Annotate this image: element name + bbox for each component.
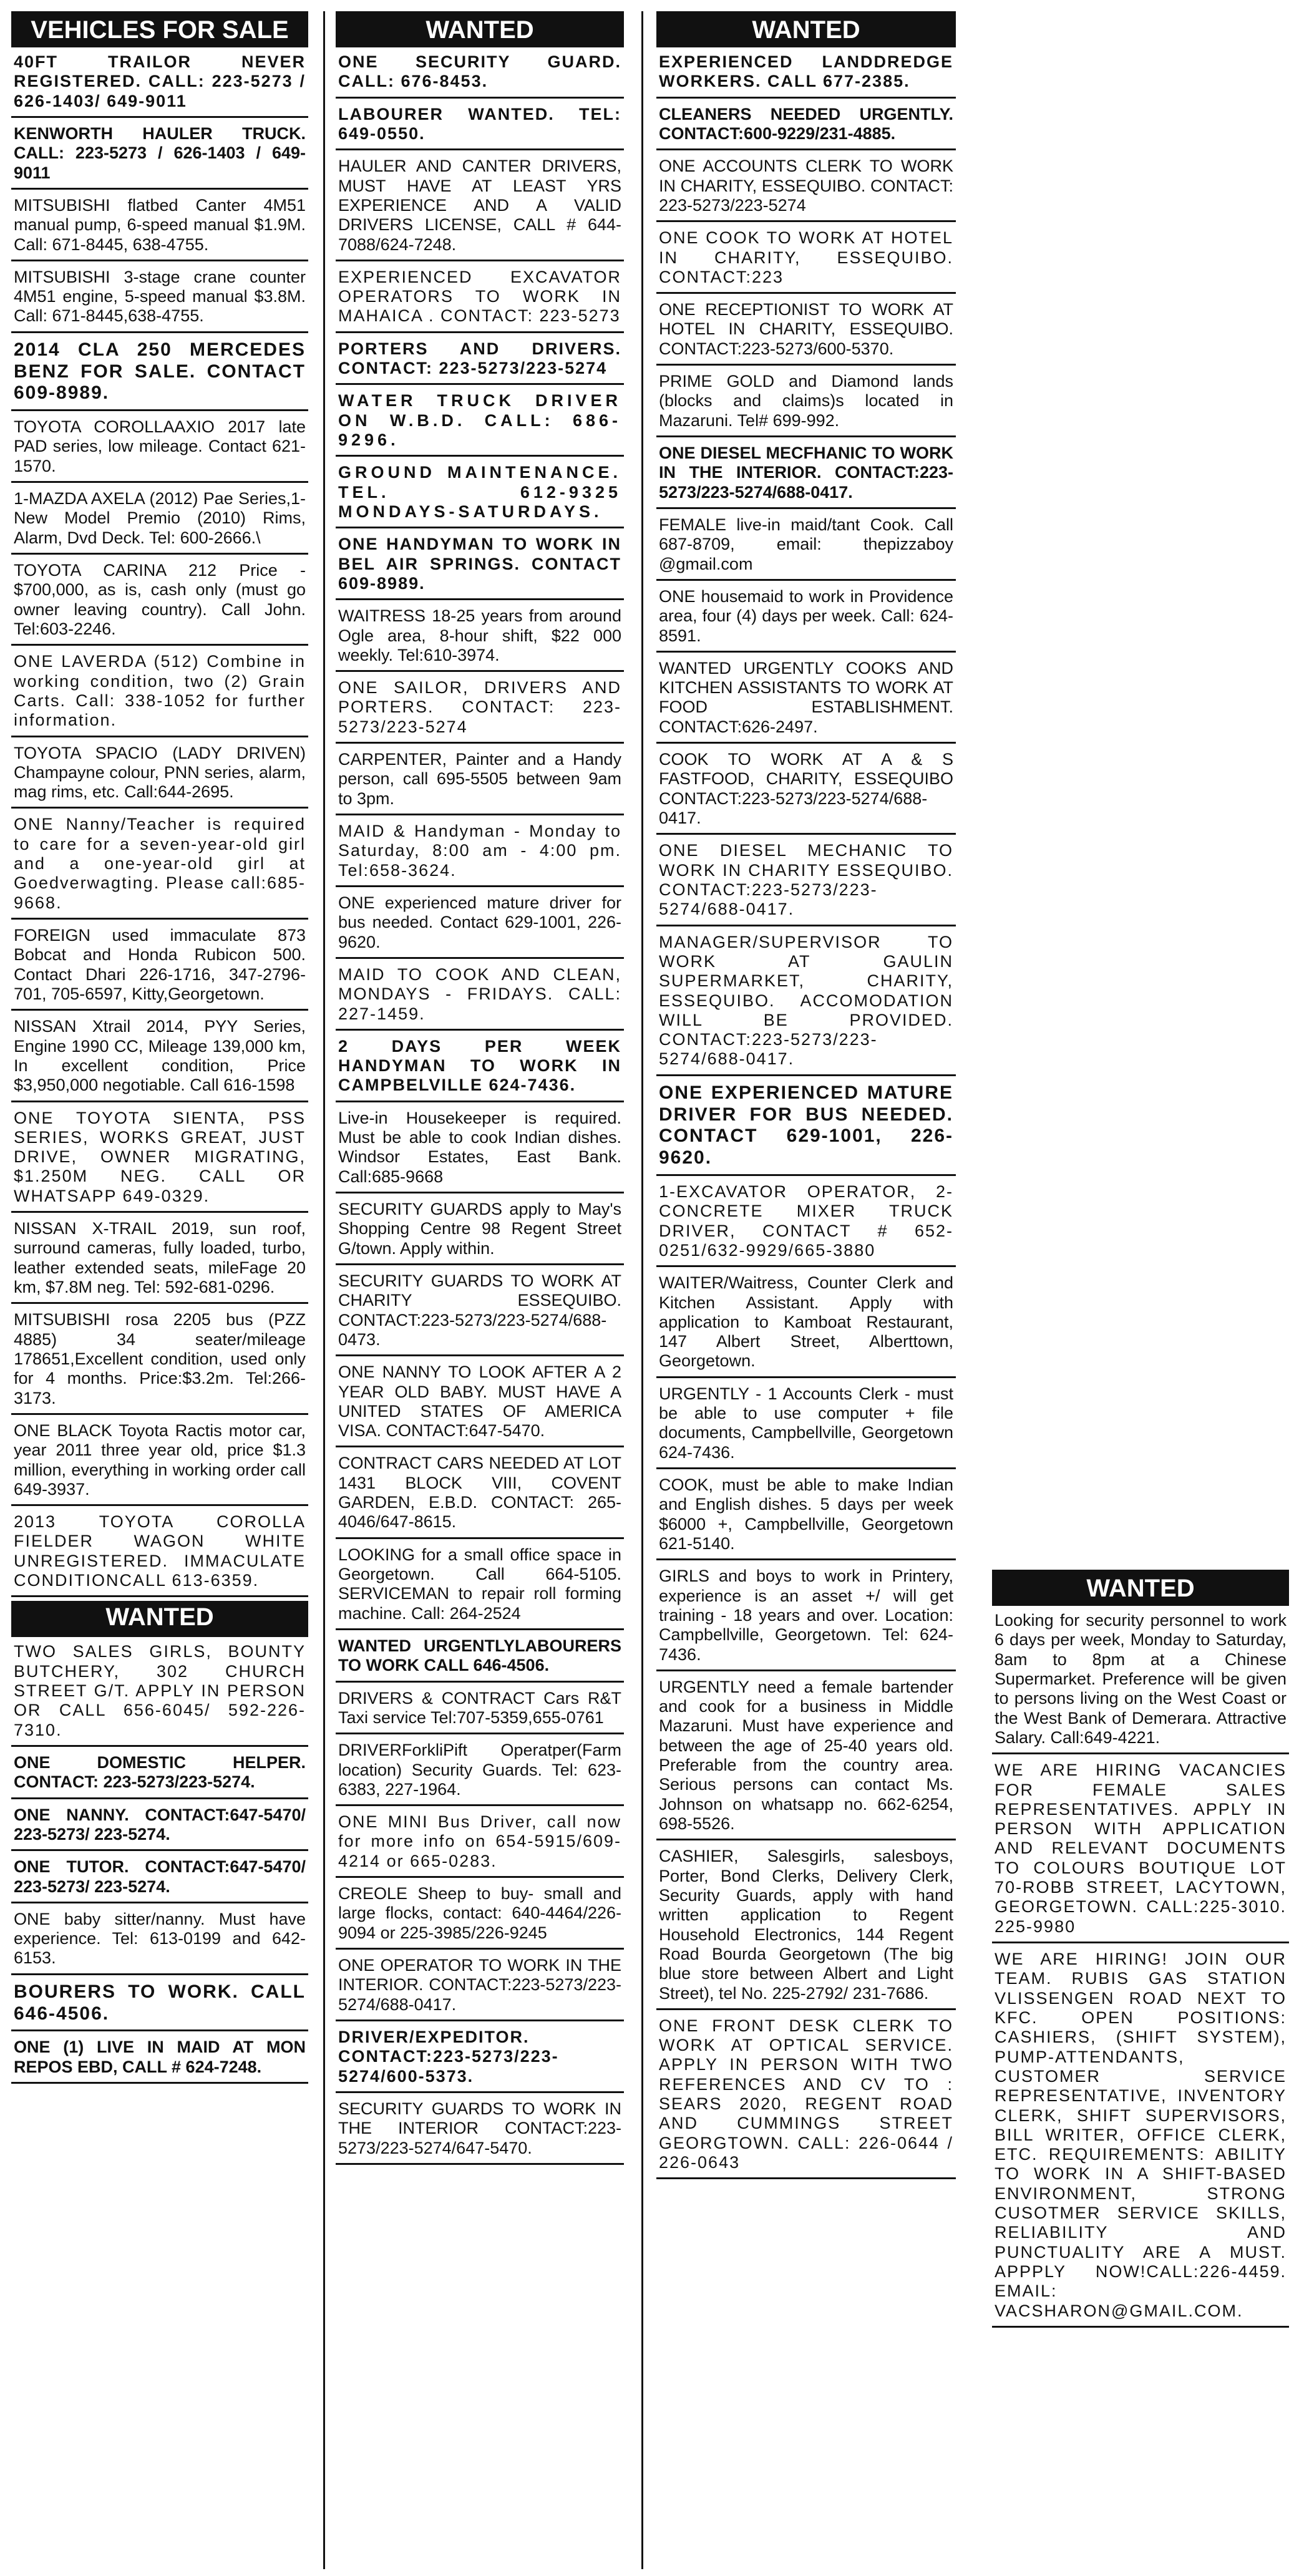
classified-ad: GIRLS and boys to work in Printery, experience is an asset +/ will get training - 18 years and over. Location: Campbellville, Georgetown. Tel: 624-7436. (656, 1564, 956, 1671)
column-vehicles-for-sale (11, 11, 308, 2088)
classified-ad: PORTERS AND DRIVERS. CONTACT: 223-5273/223-5274 (336, 337, 624, 386)
classified-ad: PRIME GOLD and Diamond lands (blocks and claims)s located in Mazaruni. Tel# 699-992. (656, 369, 956, 437)
classified-ad: DRIVERS & CONTRACT Cars R&T Taxi service Tel:707-5359,655-0761 (336, 1686, 624, 1735)
column-rule (323, 11, 325, 2569)
section-header-wanted: WANTED (11, 1601, 308, 1637)
classified-ad: MITSUBISHI 3-stage crane counter 4M51 engine, 5-speed manual $3.8M. Call: 671-8445,638-4755. (11, 265, 308, 333)
classified-ad: LABOURER WANTED. TEL: 649-0550. (336, 102, 624, 151)
classified-ad: TWO SALES GIRLS, BOUNTY BUTCHERY, 302 CHURCH STREET G/T. APPLY IN PERSON OR CALL 656-6045/ 592-226-7310. (11, 1640, 308, 1747)
classified-ad: ONE SECURITY GUARD. CALL: 676-8453. (336, 50, 624, 99)
column-wanted-2 (336, 11, 624, 2169)
classified-ad: WATER TRUCK DRIVER ON W.B.D. CALL: 686-9296. (336, 389, 624, 457)
classified-ad: ONE TOYOTA SIENTA, PSS SERIES, WORKS GREAT, JUST DRIVE, OWNER MIGRATING, $1.250M NEG. CALL OR WHATSAPP 649-0329. (11, 1106, 308, 1213)
classified-ad: 1-MAZDA AXELA (2012) Pae Series,1- New Model Premio (2010) Rims, Alarm, Dvd Deck. Tel: 600-2666.\ (11, 487, 308, 555)
section-header-wanted: WANTED (336, 11, 624, 47)
classified-ad: NISSAN Xtrail 2014, PYY Series, Engine 1990 CC, Mileage 139,000 km, In excellent condition, Price $3,950,000 negotiable. Call 616-1598 (11, 1014, 308, 1102)
classified-ad: 2014 CLA 250 MERCEDES BENZ FOR SALE. CONTACT 609-8989. (11, 337, 308, 411)
classified-ad: MITSUBISHI rosa 2205 bus (PZZ 4885) 34 seater/mileage 178651,Excellent condition, used only for 4 months. Price:$3.2m. Tel:266-3173. (11, 1308, 308, 1415)
classified-ad: MAID TO COOK AND CLEAN, MONDAYS - FRIDAYS. CALL: 227-1459. (336, 963, 624, 1031)
column-rule (641, 11, 643, 2569)
classified-ad: ONE EXPERIENCED MATURE DRIVER FOR BUS NEEDED. CONTACT 629-1001, 226-9620. (656, 1080, 956, 1176)
classified-ad: ONE OPERATOR TO WORK IN THE INTERIOR. CONTACT:223-5273/223-5274/688-0417. (336, 1953, 624, 2021)
classified-ad: CONTRACT CARS NEEDED AT LOT 1431 BLOCK VIII, COVENT GARDEN, E.B.D. CONTACT: 265-4046/647-8615. (336, 1451, 624, 1538)
classified-ad: SECURITY GUARDS TO WORK AT CHARITY ESSEQUIBO. CONTACT:223-5273/223-5274/688-0473. (336, 1269, 624, 1356)
classified-ad: KENWORTH HAULER TRUCK. CALL: 223-5273 / 626-1403 / 649-9011 (11, 122, 308, 190)
classified-ad: ONE (1) LIVE IN MAID AT MON REPOS EBD, CALL # 624-7248. (11, 2035, 308, 2084)
classified-ad: ONE HANDYMAN TO WORK IN BEL AIR SPRINGS. CONTACT 609-8989. (336, 532, 624, 600)
classified-ad: MAID & Handyman - Monday to Saturday, 8:00 am - 4:00 pm. Tel:658-3624. (336, 819, 624, 887)
classified-ad: COOK TO WORK AT A & S FASTFOOD, CHARITY, ESSEQUIBO CONTACT:223-5273/223-5274/688-0417. (656, 747, 956, 835)
classified-ad: CARPENTER, Painter and a Handy person, call 695-5505 between 9am to 3pm. (336, 747, 624, 815)
classified-ad: ONE COOK TO WORK AT HOTEL IN CHARITY, ESSEQUIBO. CONTACT:223 (656, 226, 956, 294)
classified-ad: 2 DAYS PER WEEK HANDYMAN TO WORK IN CAMPBELVILLE 624-7436. (336, 1034, 624, 1102)
classified-ad: 40FT TRAILOR NEVER REGISTERED. CALL: 223-5273 / 626-1403/ 649-9011 (11, 50, 308, 118)
classified-ad: WE ARE HIRING! JOIN OUR TEAM. RUBIS GAS STATION VLISSENGEN ROAD NEXT TO KFC. OPEN POSITIONS: CASHIERS, (SHIFT SYSTEM), PUMP-ATTENDANTS, CUSTOMER SERVICE REPRESENTATIVE, INVENTORY CLERK, SHIFT SUPERVISORS, BILL WRITER, OFFICE CLERK, ETC. REQUIREMENTS: ABILITY TO WORK IN A SHIFT-BASED ENVIRONMENT, STRONG CUSOTMER SERVICE SKILLS, RELIABILITY AND PUNCTUALITY ARE A MUST. APPPLY NOW!CALL:226-4459. EMAIL: VACSHARON@GMAIL.COM. (992, 1947, 1289, 2328)
section-header-wanted: WANTED (656, 11, 956, 47)
classified-ad: FOREIGN used immaculate 873 Bobcat and Honda Rubicon 500. Contact Dhari 226-1716, 347-2796-701, 705-6597, Kitty,Georgetown. (11, 923, 308, 1011)
classified-ad: ONE BLACK Toyota Ractis motor car, year 2011 three year old, price $1.3 million, everything in working order call 649-3937. (11, 1419, 308, 1506)
classified-ad: SECURITY GUARDS apply to May's Shopping Centre 98 Regent Street G/town. Apply within. (336, 1197, 624, 1265)
classified-ad: DRIVER/EXPEDITOR. CONTACT:223-5273/223-5274/600-5373. (336, 2025, 624, 2093)
classified-ad: URGENTLY need a female bartender and cook for a business in Middle Mazaruni. Must have experience and between the age of 25-40 years old. Preferable from the country area. Serious persons can contact Ms. Johnson on whatsapp no. 662-6254, 698-5526. (656, 1675, 956, 1841)
classified-ad: TOYOTA COROLLAAXIO 2017 late PAD series, low mileage. Contact 621-1570. (11, 415, 308, 483)
classified-ad: WANTED URGENTLY COOKS AND KITCHEN ASSISTANTS TO WORK AT FOOD ESTABLISHMENT. CONTACT:626-2497. (656, 656, 956, 744)
classified-ad: ONE RECEPTIONIST TO WORK AT HOTEL IN CHARITY, ESSEQUIBO. CONTACT:223-5273/600-5370. (656, 298, 956, 366)
column-wanted-3 (656, 11, 956, 2183)
classified-ad: FEMALE live-in maid/tant Cook. Call 687-8709, email: thepizzaboy @gmail.com (656, 513, 956, 581)
classified-ad: HAULER AND CANTER DRIVERS, MUST HAVE AT LEAST YRS EXPERIENCE AND A VALID DRIVERS LICENSE, CALL # 644-7088/624-7248. (336, 154, 624, 261)
classified-ad: ONE TUTOR. CONTACT:647-5470/ 223-5273/ 223-5274. (11, 1855, 308, 1903)
classified-ad: TOYOTA SPACIO (LADY DRIVEN) Champayne colour, PNN series, alarm, mag rims, etc. Call:644-2695. (11, 741, 308, 809)
classified-ad: NISSAN X-TRAIL 2019, sun roof, surround cameras, fully loaded, turbo, leather extended seats, mileFage 20 km, $7.8M neg. Tel: 592-681-0296. (11, 1217, 308, 1304)
classified-ad: ONE NANNY TO LOOK AFTER A 2 YEAR OLD BABY. MUST HAVE A UNITED STATES OF AMERICA VISA. CONTACT:647-5470. (336, 1360, 624, 1447)
column-wanted-4 (992, 1570, 1289, 2331)
classified-ad: ONE DOMESTIC HELPER. CONTACT: 223-5273/223-5274. (11, 1751, 308, 1799)
classified-ad: MITSUBISHI flatbed Canter 4M51 manual pump, 6-speed manual $1.9M. Call: 671-8445, 638-4755. (11, 193, 308, 261)
classified-ad: ONE Nanny/Teacher is required to care for a seven-year-old girl and a one-year-old girl at Goedverwagting. Please call:685-9668. (11, 812, 308, 920)
section-header-wanted: WANTED (992, 1570, 1289, 1606)
classified-ad: CLEANERS NEEDED URGENTLY. CONTACT:600-9229/231-4885. (656, 102, 956, 151)
classified-ad: WE ARE HIRING VACANCIES FOR FEMALE SALES REPRESENTATIVES. APPLY IN PERSON WITH APPLICATION AND RELEVANT DOCUMENTS TO COLOURS BOUTIQUE LOT 70-ROBB STREET, LACYTOWN, GEORGETOWN. CALL:225-3010. 225-9980 (992, 1758, 1289, 1943)
classified-ad: TOYOTA CARINA 212 Price - $700,000, as is, cash only (must go owner leaving country). Call John. Tel:603-2246. (11, 558, 308, 646)
classified-ad: CREOLE Sheep to buy- small and large flocks, contact: 640-4464/226-9094 or 225-3985/226-9245 (336, 1882, 624, 1950)
classified-ad: ONE baby sitter/nanny. Must have experience. Tel: 613-0199 and 642-6153. (11, 1907, 308, 1975)
classified-ad: ONE DIESEL MECFHANIC TO WORK IN THE INTERIOR. CONTACT:223-5273/223-5274/688-0417. (656, 441, 956, 509)
classified-ad: EXPERIENCED LANDDREDGE WORKERS. CALL 677-2385. (656, 50, 956, 99)
classified-ad: ONE experienced mature driver for bus needed. Contact 629-1001, 226-9620. (336, 891, 624, 959)
classified-ad: GROUND MAINTENANCE. TEL. 612-9325 MONDAYS-SATURDAYS. (336, 460, 624, 528)
classified-ad: EXPERIENCED EXCAVATOR OPERATORS TO WORK IN MAHAICA . CONTACT: 223-5273 (336, 265, 624, 333)
classified-ad: ONE DIESEL MECHANIC TO WORK IN CHARITY ESSEQUIBO. CONTACT:223-5273/223-5274/688-0417. (656, 838, 956, 926)
classified-ad: BOURERS TO WORK. CALL 646-4506. (11, 1979, 308, 2032)
classified-ad: ONE ACCOUNTS CLERK TO WORK IN CHARITY, ESSEQUIBO. CONTACT: 223-5273/223-5274 (656, 154, 956, 222)
classified-ad: LOOKING for a small office space in Georgetown. Call 664-5105. SERVICEMAN to repair roll forming machine. Call: 264-2524 (336, 1543, 624, 1630)
classified-ad: SECURITY GUARDS TO WORK IN THE INTERIOR CONTACT:223-5273/223-5274/647-5470. (336, 2097, 624, 2165)
classified-ad: Looking for security personnel to work 6 days per week, Monday to Saturday, 8am to 8pm at a Chinese Supermarket. Preference will be given to persons living on the West Coast or the West Bank of Demerara. Attractive Salary. Call:649-4221. (992, 1608, 1289, 1754)
classified-ad: ONE LAVERDA (512) Combine in working condition, two (2) Grain Carts. Call: 338-1052 for further information. (11, 649, 308, 737)
classified-ad: WAITRESS 18-25 years from around Ogle area, 8-hour shift, $22 000 weekly. Tel:610-3974. (336, 604, 624, 672)
classified-ad: Live-in Housekeeper is required. Must be able to cook Indian dishes. Windsor Estates, East Bank. Call:685-9668 (336, 1106, 624, 1193)
classified-ad: WANTED URGENTLYLABOURERS TO WORK CALL 646-4506. (336, 1634, 624, 1683)
classified-ad: URGENTLY - 1 Accounts Clerk - must be able to use computer + file documents, Campbellville, Georgetown 624-7436. (656, 1382, 956, 1469)
classified-ad: COOK, must be able to make Indian and English dishes. 5 days per week $6000 +, Campbellville, Georgetown 621-5140. (656, 1473, 956, 1560)
classified-ad: 2013 TOYOTA COROLLA FIELDER WAGON WHITE UNREGISTERED. IMMACULATE CONDITIONCALL 613-6359. (11, 1510, 308, 1597)
classified-ad: DRIVERForkliPift Operatper(Farm location) Security Guards. Tel: 623-6383, 227-1964. (336, 1738, 624, 1806)
classified-ad: 1-EXCAVATOR OPERATOR, 2- CONCRETE MIXER TRUCK DRIVER, CONTACT # 652-0251/632-9929/665-3880 (656, 1180, 956, 1267)
classified-ad: CASHIER, Salesgirls, salesboys, Porter, Bond Clerks, Delivery Clerk, Security Guards, apply with hand written application to Regent Household Electronics, 144 Regent Road Bourda Georgetown (The big blue store between Albert and Light Street), tel No. 225-2792/ 231-7686. (656, 1844, 956, 2010)
classified-ad: WAITER/Waitress, Counter Clerk and Kitchen Assistant. Apply with application to Kamboat Restaurant, 147 Albert Street, Alberttown, Georgetown. (656, 1271, 956, 1378)
section-header-vehicles-for-sale: VEHICLES FOR SALE (11, 11, 308, 47)
classified-ad: ONE FRONT DESK CLERK TO WORK AT OPTICAL SERVICE. APPLY IN PERSON WITH TWO REFERENCES AND CV TO : SEARS 2020, REGENT ROAD AND CUMMINGS STREET GEORGTOWN. CALL: 226-0644 / 226-0643 (656, 2014, 956, 2180)
classified-ad: ONE MINI Bus Driver, call now for more info on 654-5915/609-4214 or 665-0283. (336, 1810, 624, 1878)
classified-ad: ONE housemaid to work in Providence area, four (4) days per week. Call: 624-8591. (656, 585, 956, 653)
classified-ad: ONE SAILOR, DRIVERS AND PORTERS. CONTACT: 223-5273/223-5274 (336, 676, 624, 744)
classified-ad: MANAGER/SUPERVISOR TO WORK AT GAULIN SUPERMARKET, CHARITY, ESSEQUIBO. ACCOMODATION WILL BE PROVIDED. CONTACT:223-5273/223-5274/688-0417. (656, 930, 956, 1076)
classified-ad: ONE NANNY. CONTACT:647-5470/ 223-5273/ 223-5274. (11, 1803, 308, 1852)
